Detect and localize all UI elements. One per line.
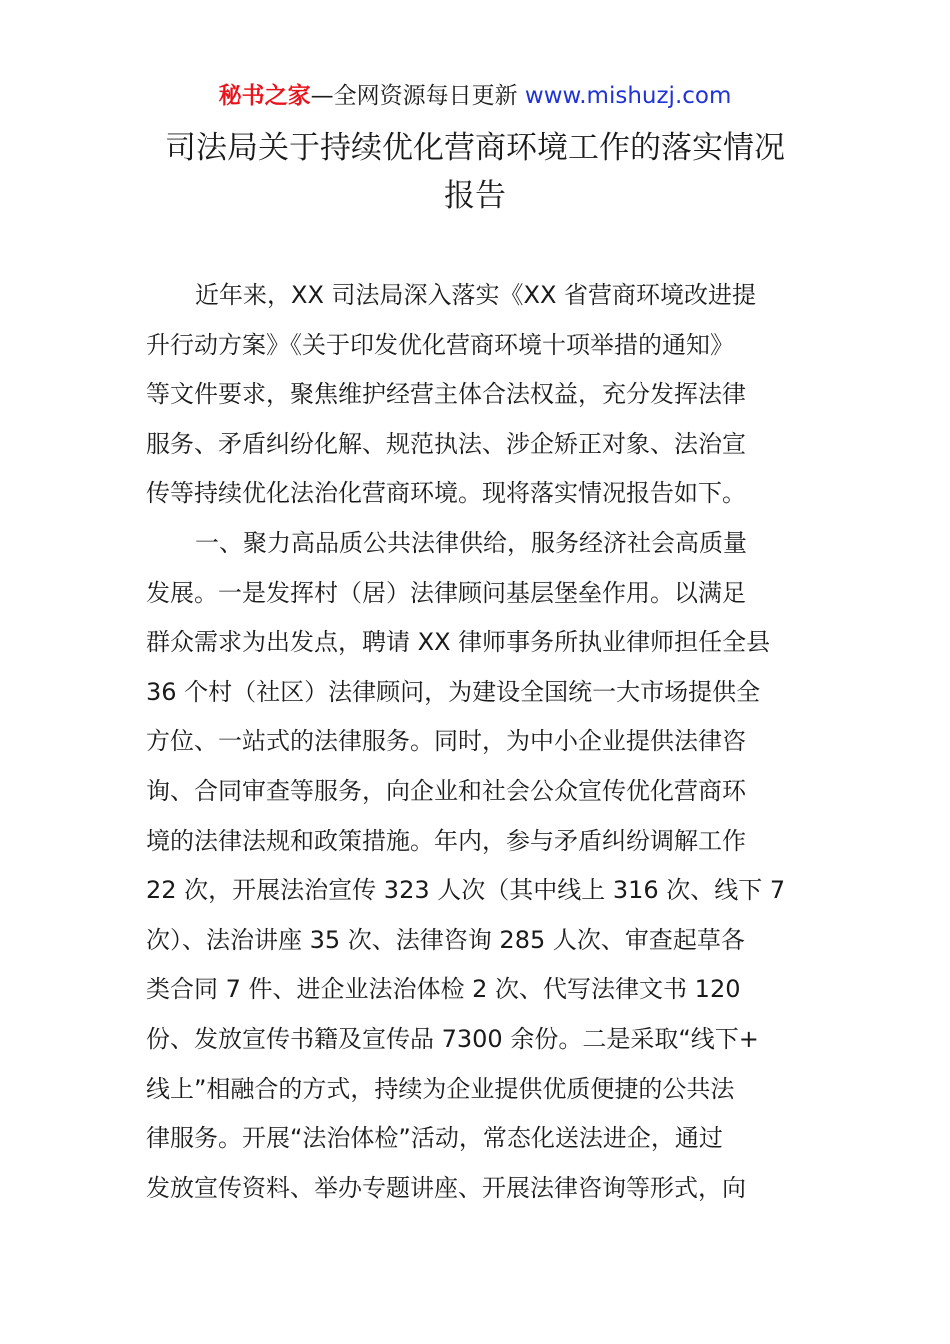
paragraph-line: 境的法律法规和政策措施。年内，参与矛盾纠纷调解工作 <box>146 826 746 855</box>
paragraph-line: 升行动方案》《关于印发优化营商环境十项举措的通知》 <box>146 330 734 359</box>
paragraph-line: 询、合同审查等服务，向企业和社会公众宣传优化营商环 <box>146 776 746 805</box>
paragraph-line: 次）、法治讲座 35 次、法律咨询 285 人次、审查起草各 <box>146 925 745 954</box>
paragraph-line: 等文件要求，聚焦维护经营主体合法权益，充分发挥法律 <box>146 380 746 409</box>
brand-name: 秘书之家 <box>218 83 311 109</box>
paragraph-line: 份、发放宣传书籍及宣传品 7300 余份。二是采取“线下+ <box>146 1024 759 1053</box>
title-line: 司法局关于持续优化营商环境工作的落实情况 <box>165 130 785 166</box>
paragraph-line: 近年来，XX 司法局深入落实《XX 省营商环境改进提 <box>195 281 757 309</box>
document-body <box>146 271 814 1213</box>
paragraph-line: 22 次，开展法治宣传 323 人次（其中线上 316 次、线下 7 <box>146 876 786 905</box>
site-url[interactable]: www.mishuzj.com <box>524 83 732 109</box>
paragraph-line: 36 个村（社区）法律顾问，为建设全国统一大市场提供全 <box>146 677 761 706</box>
paragraph-line: 律服务。开展“法治体检”活动，常态化送法进企，通过 <box>146 1124 723 1153</box>
paragraph-line: 服务、矛盾纠纷化解、规范执法、涉企矫正对象、法治宣 <box>146 429 746 458</box>
paragraph-line: 发展。一是发挥村（居）法律顾问基层堡垒作用。以满足 <box>146 578 746 607</box>
paragraph-line: 群众需求为出发点，聘请 XX 律师事务所执业律师担任全县 <box>146 628 771 657</box>
section-heading-line: 一、聚力高品质公共法律供给，服务经济社会高质量 <box>195 528 747 557</box>
paragraph-line: 方位、一站式的法律服务。同时，为中小企业提供法律咨 <box>146 727 746 756</box>
banner-tagline: —全网资源每日更新 <box>310 83 525 109</box>
paragraph-line: 发放宣传资料、举办专题讲座、开展法律咨询等形式，向 <box>146 1173 746 1202</box>
document-title <box>100 124 850 220</box>
paragraph-line: 类合同 7 件、进企业法治体检 2 次、代写法律文书 120 <box>146 975 741 1004</box>
title-line: 报告 <box>444 178 506 214</box>
paragraph-line: 传等持续优化法治化营商环境。现将落实情况报告如下。 <box>146 479 746 508</box>
site-banner <box>0 80 950 112</box>
paragraph-line: 线上”相融合的方式，持续为企业提供优质便捷的公共法 <box>146 1074 735 1103</box>
